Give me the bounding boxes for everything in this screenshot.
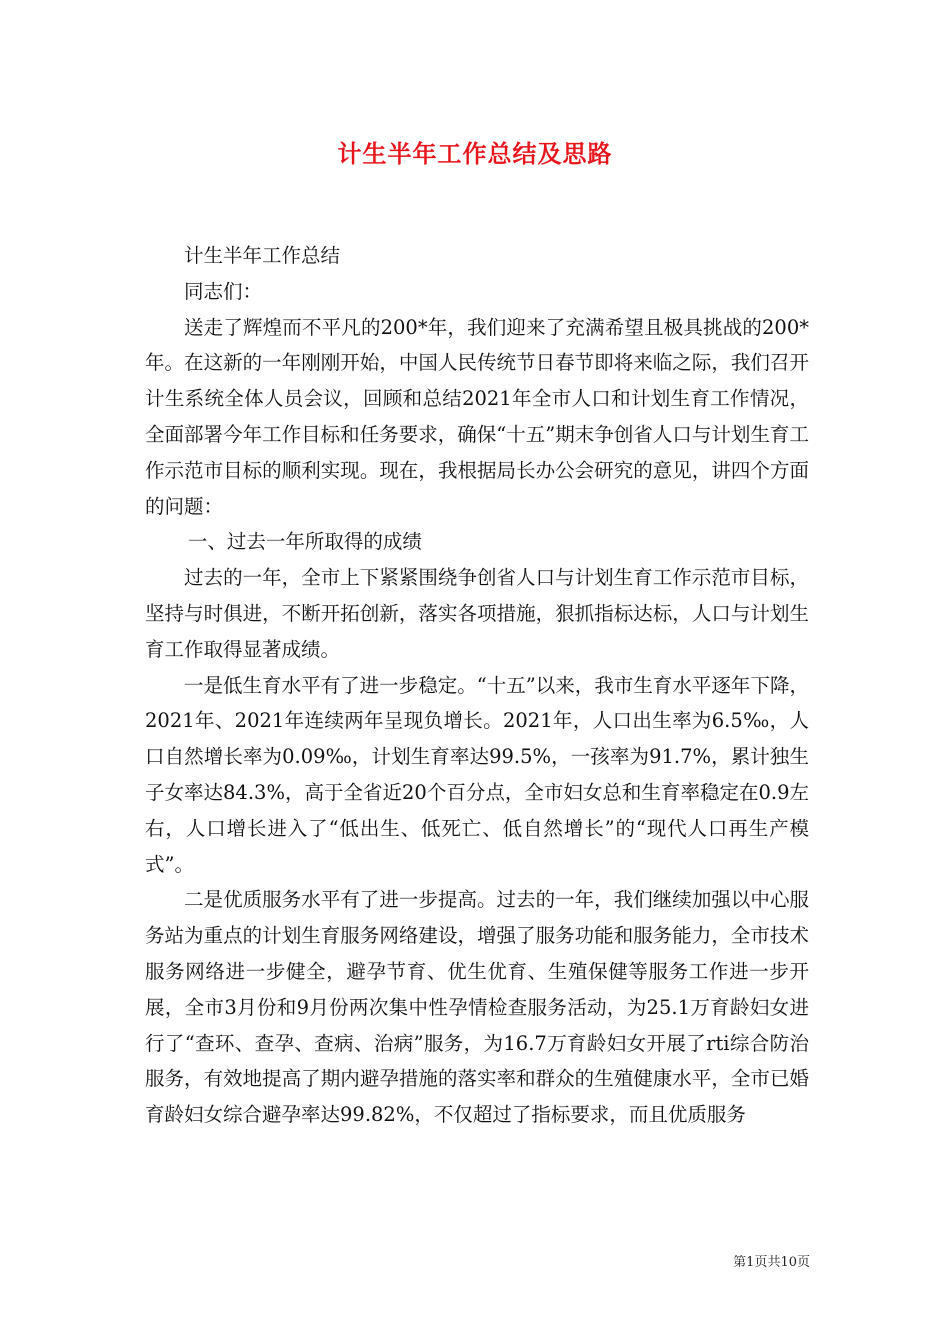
document-title: 计生半年工作总结及思路: [337, 139, 613, 168]
section-heading-achievements: 一、过去一年所取得的成绩: [187, 530, 422, 554]
page-number: 第1页共10页: [733, 1255, 810, 1270]
paragraph-overview: 过去的一年，全市上下紧紧围绕争创省人口与计划生育工作示范市目标，坚持与时俱进，不断开拓创新，落实各项措施，狠抓指标达标，人口与计划生育工作取得显著成绩。: [145, 566, 809, 661]
paragraph-point-one: 一是低生育水平有了进一步稳定。“十五”以来，我市生育水平逐年下降，2021年、2021年连续两年呈现负增长。2021年，人口出生率为6.5‰，人口自然增长率为0.09‰，计划生育率达99.5%，一孩率为91.7%，累计独生子女率达84.3%，高于全省近20个百分点，全市妇女总和生育率稳定在0.9左右，人口增长进入了“低出生、低死亡、低自然增长”的“现代人口再生产模式”。: [145, 673, 809, 876]
document-body: [145, 238, 809, 1133]
section-subtitle: 计生半年工作总结: [184, 244, 341, 267]
salutation: 同志们：: [184, 279, 263, 303]
paragraph-point-two: 二是优质服务水平有了进一步提高。过去的一年，我们继续加强以中心服务站为重点的计划生育服务网络建设，增强了服务功能和服务能力，全市技术服务网络进一步健全，避孕节育、优生优育、生殖保健等服务工作进一步开展，全市3月份和9月份两次集中性孕情检查服务活动，为25.1万育龄妇女进行了“查环、查孕、查病、治病”服务，为16.7万育龄妇女开展了rti综合防治服务，有效地提高了期内避孕措施的落实率和群众的生殖健康水平，全市已婚育龄妇女综合避孕率达99.82%，不仅超过了指标要求，而且优质服务: [145, 888, 809, 1127]
paragraph-intro: 送走了辉煌而不平凡的200*年，我们迎来了充满希望且极具挑战的200*年。在这新的一年刚刚开始，中国人民传统节日春节即将来临之际，我们召开计生系统全体人员会议，回顾和总结2021年全市人口和计划生育工作情况，全面部署今年工作目标和任务要求，确保“十五”期末争创省人口与计划生育工作示范市目标的顺利实现。现在，我根据局长办公会研究的意见，讲四个方面的问题：: [145, 315, 809, 518]
